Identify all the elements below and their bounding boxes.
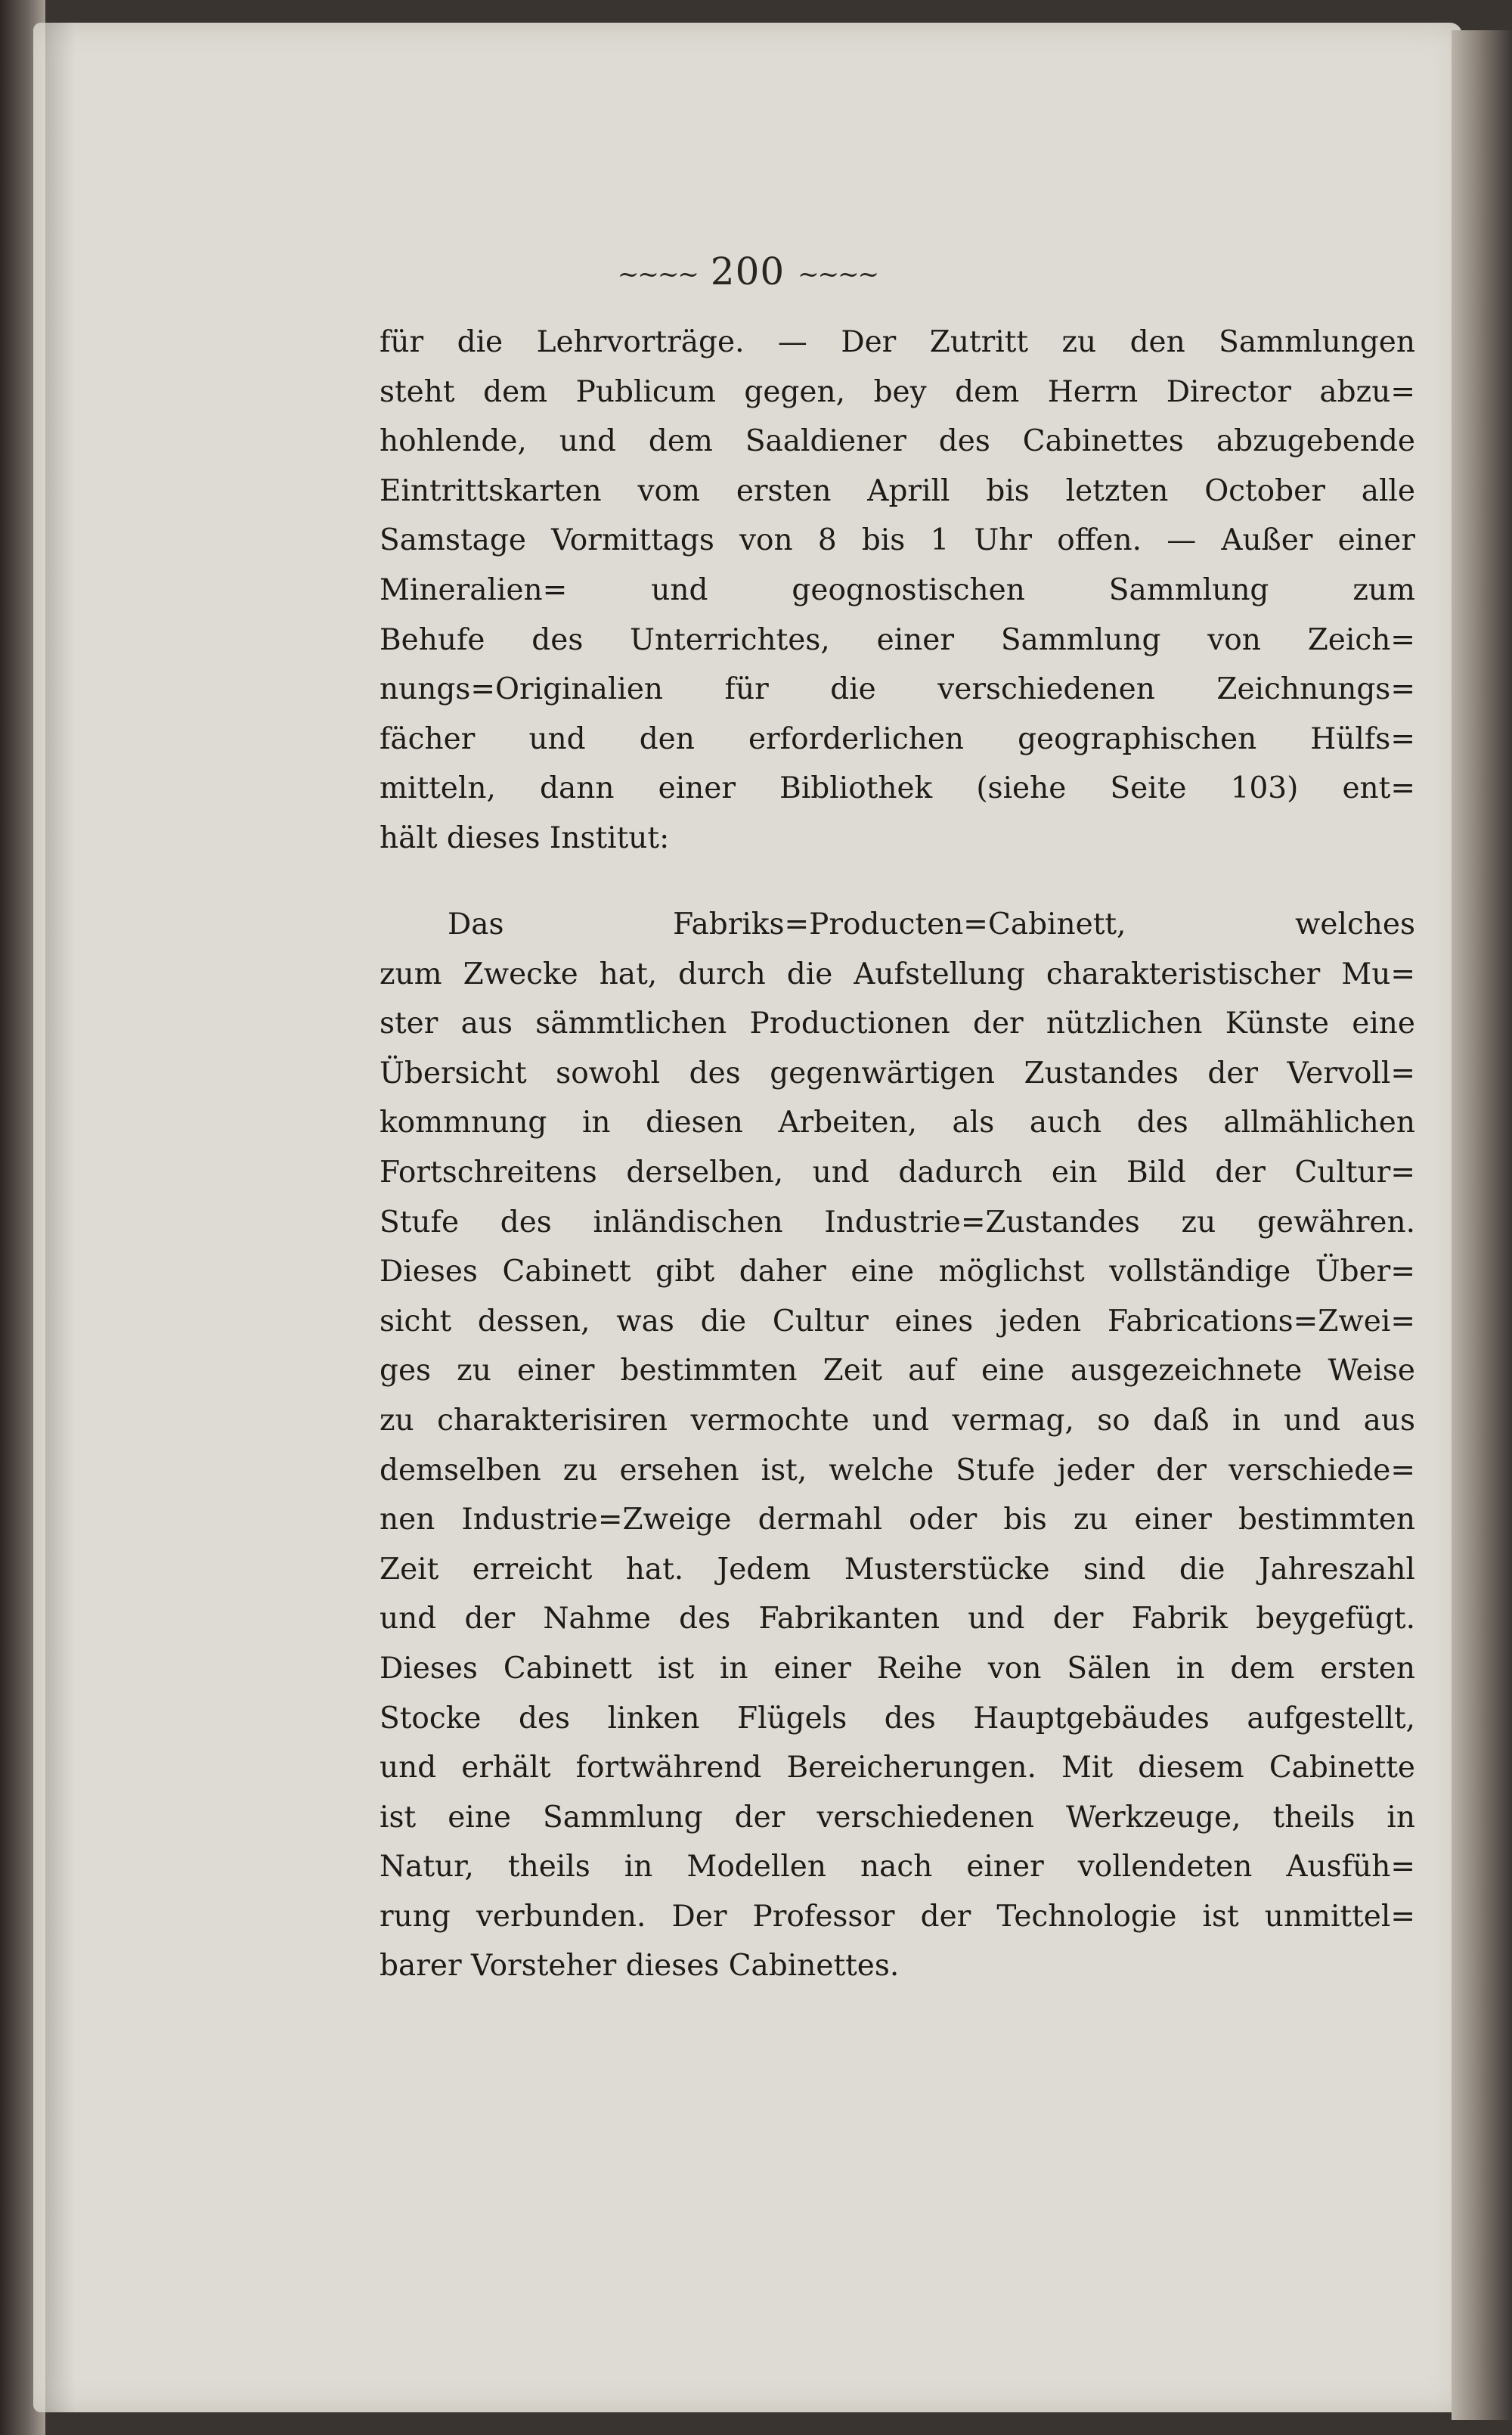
text-line: Samstage Vormittags von 8 bis 1 Uhr offen. — Außer einer (380, 523, 1415, 558)
text-line: rung verbunden. Der Professor der Technologie ist unmittel= (380, 1899, 1415, 1934)
book-edge-right (1452, 30, 1512, 2420)
text-line: und erhält fortwährend Bereicherungen. Mit diesem Cabinette (380, 1751, 1415, 1785)
text-line: Dieses Cabinett gibt daher eine möglichst vollständige Über= (380, 1255, 1415, 1289)
text-line: mitteln, dann einer Bibliothek (siehe Seite 103) ent= (380, 771, 1415, 806)
paragraph-2 (380, 900, 1415, 1991)
text-line: und der Nahme des Fabrikanten und der Fabrik beygefügt. (380, 1602, 1415, 1636)
text-line: hält dieses Institut: (380, 820, 670, 855)
text-line: barer Vorsteher dieses Cabinettes. (380, 1949, 900, 1984)
text-line: ist eine Sammlung der verschiedenen Werkzeuge, theils in (380, 1800, 1415, 1835)
text-line: ges zu einer bestimmten Zeit auf eine ausgezeichnete Weise (380, 1354, 1415, 1388)
text-line: sicht dessen, was die Cultur eines jeden Fabrications=Zwei= (380, 1304, 1415, 1338)
text-line: fächer und den erforderlichen geographischen Hülfs= (380, 721, 1415, 756)
text-line: Dieses Cabinett ist in einer Reihe von Sälen in dem ersten (380, 1651, 1415, 1686)
ornament-right: ~~~~ (798, 259, 878, 290)
text-line: Das Fabriks=Producten=Cabinett, welches (448, 907, 1415, 941)
text-line: demselben zu ersehen ist, welche Stufe jeder der verschiede= (380, 1453, 1415, 1487)
page-header (33, 250, 1462, 293)
ornament-left: ~~~~ (617, 259, 698, 290)
text-line: hohlende, und dem Saaldiener des Cabinettes abzugebende (380, 424, 1415, 459)
text-line: nungs=Originalien für die verschiedenen Zeichnungs= (380, 672, 1415, 707)
text-line: Eintrittskarten vom ersten Aprill bis letzten October alle (380, 473, 1415, 508)
text-line: Fortschreitens derselben, und dadurch ein Bild der Cultur= (380, 1155, 1415, 1190)
book-page (33, 23, 1462, 2412)
text-line: zum Zwecke hat, durch die Aufstellung charakteristischer Mu= (380, 957, 1415, 991)
text-line: nen Industrie=Zweige dermahl oder bis zu einer bestimmten (380, 1503, 1415, 1537)
text-line: Natur, theils in Modellen nach einer vollendeten Ausfüh= (380, 1850, 1415, 1884)
text-line: Mineralien= und geognostischen Sammlung zum (380, 572, 1415, 607)
text-line: Behufe des Unterrichtes, einer Sammlung von Zeich= (380, 622, 1415, 657)
page-gutter-shadow (45, 23, 76, 2412)
text-line: Stufe des inländischen Industrie=Zustandes zu gewähren. (380, 1205, 1415, 1239)
page-number: 200 (710, 250, 785, 293)
text-line: Stocke des linken Flügels des Hauptgebäudes aufgestellt, (380, 1701, 1415, 1736)
text-line: zu charakterisiren vermochte und vermag, so daß in und aus (380, 1403, 1415, 1438)
text-line: kommnung in diesen Arbeiten, als auch des allmählichen (380, 1106, 1415, 1140)
text-line: ster aus sämmtlichen Productionen der nützlichen Künste eine (380, 1007, 1415, 1041)
text-line: steht dem Publicum gegen, bey dem Herrn Director abzu= (380, 374, 1415, 409)
text-line: für die Lehrvorträge. — Der Zutritt zu den Sammlungen (380, 325, 1415, 359)
paragraph-1 (380, 318, 1415, 864)
text-line: Zeit erreicht hat. Jedem Musterstücke sind die Jahreszahl (380, 1552, 1415, 1587)
text-line: Übersicht sowohl des gegenwärtigen Zustandes der Vervoll= (380, 1056, 1415, 1090)
